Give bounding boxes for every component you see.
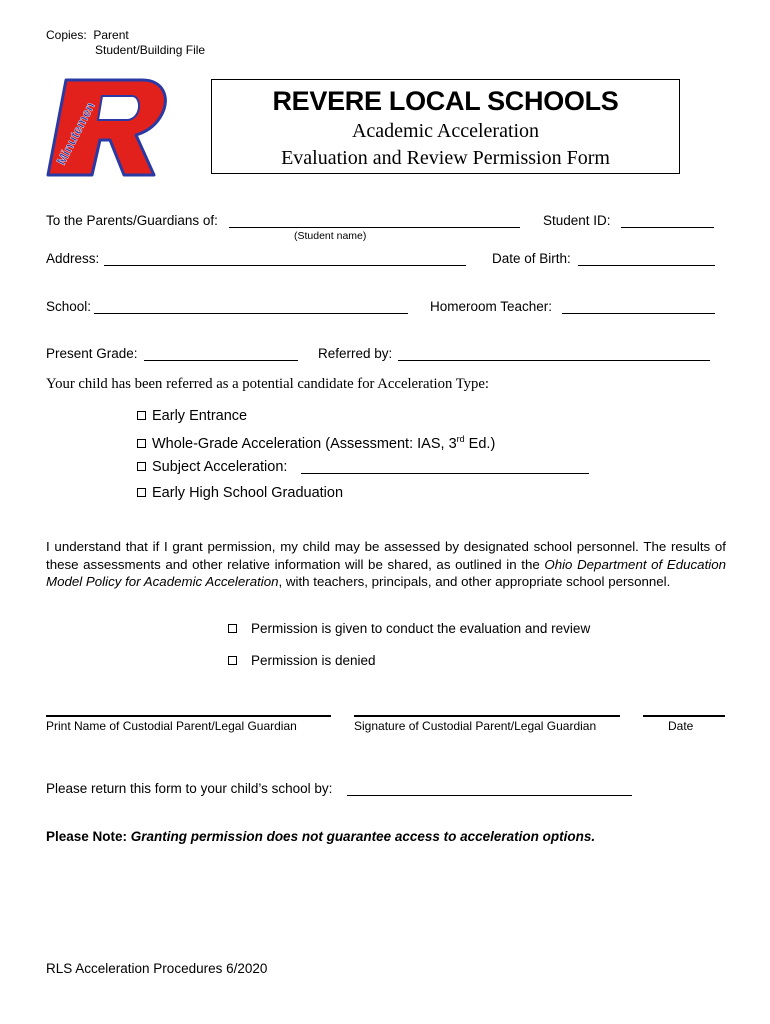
signature-line[interactable] [354, 715, 620, 717]
date-line[interactable] [643, 715, 725, 717]
grade-label: Present Grade: [46, 346, 138, 361]
signature-label: Signature of Custodial Parent/Legal Guardian [354, 719, 597, 733]
option-label: Early Entrance [152, 408, 248, 424]
copies-parent: Parent [93, 28, 129, 42]
permission-denied-option[interactable] [228, 653, 376, 668]
option-label-sup: rd [456, 434, 465, 444]
homeroom-field[interactable] [562, 313, 715, 314]
copies-block [46, 28, 205, 58]
note [46, 829, 595, 844]
student-name-hint: (Student name) [294, 230, 367, 242]
school-title: REVERE LOCAL SCHOOLS [272, 86, 619, 116]
option-label: Subject Acceleration: [152, 459, 288, 475]
address-field[interactable] [104, 265, 466, 266]
permission-given-label: Permission is given to conduct the evaluation and review [251, 621, 591, 636]
print-name-label: Print Name of Custodial Parent/Legal Guardian [46, 719, 297, 733]
option-label-pre: Whole-Grade Acceleration (Assessment: IAS, 3 [152, 435, 457, 452]
student-id-label: Student ID: [543, 213, 611, 228]
grade-field[interactable] [144, 360, 298, 361]
option-label: Early High School Graduation [152, 485, 344, 501]
logo-word: Minutemen [53, 99, 98, 168]
option-whole-grade[interactable] [137, 434, 495, 452]
option-subject[interactable] [137, 459, 287, 475]
referred-label: Referred by: [318, 346, 393, 361]
permission-denied-label: Permission is denied [251, 653, 376, 668]
note-label: Please Note: [46, 829, 128, 844]
footer-text: RLS Acceleration Procedures 6/2020 [46, 961, 268, 976]
permission-given-option[interactable] [228, 621, 590, 636]
title-box [211, 79, 680, 174]
parents-label: To the Parents/Guardians of: [46, 213, 218, 228]
para-part2: , with teachers, principals, and other appropriate school personnel. [278, 574, 671, 589]
dob-field[interactable] [578, 265, 715, 266]
checkbox[interactable] [228, 656, 237, 665]
consent-paragraph [46, 538, 726, 591]
para-part1: I understand that if I grant permission, my child may be assessed by designated school personnel. The results of these assessments and other relative information will be shared, as outlined in the [46, 539, 726, 572]
checkbox[interactable] [228, 624, 237, 633]
date-label: Date [668, 719, 694, 733]
print-name-line[interactable] [46, 715, 331, 717]
copies-file: Student/Building File [95, 43, 206, 57]
dob-label: Date of Birth: [492, 251, 571, 266]
note-text: Granting permission does not guarantee access to acceleration options. [127, 829, 596, 844]
school-field[interactable] [94, 313, 408, 314]
student-name-field[interactable] [229, 227, 520, 228]
option-label-post: Ed.) [464, 435, 496, 452]
checkbox[interactable] [137, 462, 146, 471]
copies-label: Copies: [46, 28, 87, 42]
referral-text: Your child has been referred as a potential candidate for Acceleration Type: [46, 376, 489, 392]
homeroom-label: Homeroom Teacher: [430, 299, 553, 314]
student-id-field[interactable] [621, 227, 714, 228]
form-subtitle-2: Evaluation and Review Permission Form [281, 147, 610, 169]
para-italic: Ohio Department of Education Model Policy for Academic Acceleration [46, 556, 727, 589]
checkbox[interactable] [137, 411, 146, 420]
option-early-hs[interactable] [137, 485, 343, 501]
form-subtitle-1: Academic Acceleration [351, 120, 540, 142]
school-label: School: [46, 299, 92, 314]
subject-field[interactable] [301, 473, 589, 474]
return-date-field[interactable] [347, 795, 632, 796]
revere-minutemen-logo [44, 74, 170, 180]
referred-field[interactable] [398, 360, 710, 361]
checkbox[interactable] [137, 488, 146, 497]
address-label: Address: [46, 251, 100, 266]
checkbox[interactable] [137, 439, 146, 448]
option-early-entrance[interactable] [137, 408, 247, 424]
return-text: Please return this form to your child’s school by: [46, 781, 333, 796]
